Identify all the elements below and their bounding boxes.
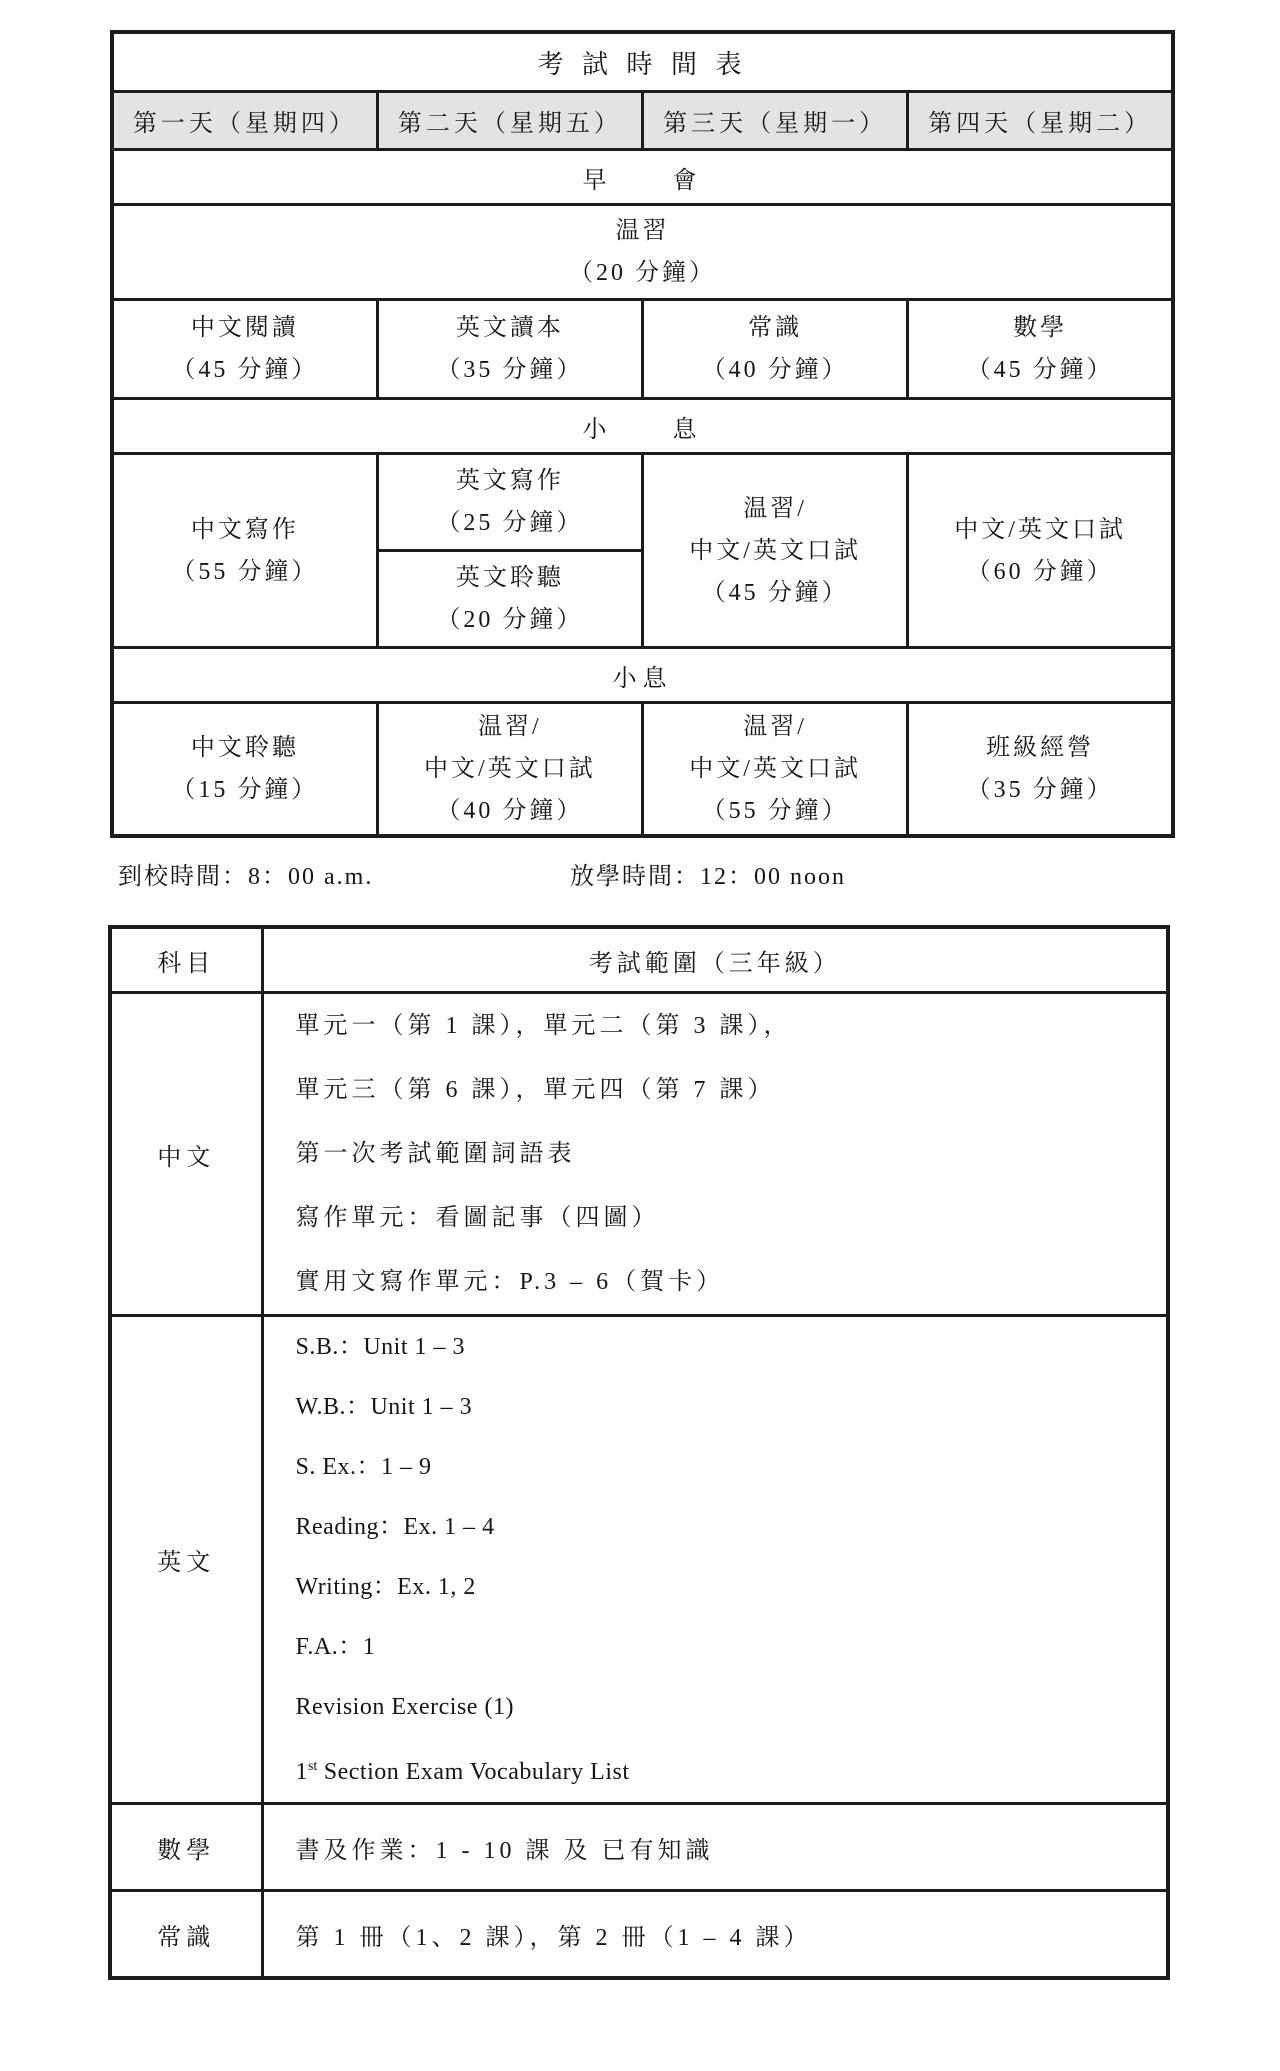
exam-duration: （45 分鐘）	[171, 357, 319, 383]
exam-name: 中文/英文口試	[954, 516, 1126, 543]
scope-line: 單元三（第 6 課），單元四（第 7 課）	[295, 1077, 776, 1103]
exam-duration: （45 分鐘）	[966, 357, 1114, 383]
exam-name: 温習/	[743, 714, 807, 740]
exam-cell-revision-oral	[643, 454, 908, 648]
exam-name: 數學	[1013, 315, 1068, 341]
exam-duration: （15 分鐘）	[171, 777, 319, 803]
exam-name: 中文寫作	[190, 516, 299, 543]
exam-cell-oral	[908, 454, 1173, 648]
exam-name: 英文寫作	[455, 468, 564, 494]
math-scope-content: 書及作業：1 - 10 課 及 已有知識	[262, 1804, 1168, 1891]
exam-duration: （40 分鐘）	[436, 798, 584, 824]
activity-duration: （20 分鐘）	[569, 260, 716, 286]
subject-column-header: 科目	[110, 927, 262, 993]
exam-cell-general-studies	[643, 300, 908, 399]
activity-name: 温習	[615, 218, 670, 244]
exam-duration: （35 分鐘）	[436, 357, 584, 383]
exam-cell-revision-oral-3	[643, 703, 908, 837]
scope-line: 寫作單元：看圖記事（四圖）	[295, 1205, 660, 1231]
morning-assembly-cell: 早 會	[112, 150, 1173, 205]
exam-duration: （20 分鐘）	[436, 607, 584, 633]
recess-cell-2: 小息	[112, 648, 1173, 703]
day-2-header: 第二天（星期五）	[377, 92, 642, 150]
vocab-ordinal: st	[308, 1759, 318, 1774]
general-studies-scope-content: 第 1 冊（1、2 課），第 2 冊（1 – 4 課）	[262, 1891, 1168, 1979]
subject-label-math: 數學	[110, 1804, 262, 1891]
exam-duration: （55 分鐘）	[171, 558, 319, 585]
scope-line: 單元一（第 1 課），單元二（第 3 課），	[295, 1013, 792, 1039]
exam-name: 温習/	[743, 495, 807, 522]
exam-name: 班級經營	[986, 735, 1095, 761]
exam-scope-table	[108, 925, 1170, 1980]
exam-duration: （40 分鐘）	[701, 357, 849, 383]
exam-cell-revision-oral-2	[377, 703, 642, 837]
dismissal-time: 放學時間：12：00 noon	[570, 864, 846, 890]
scope-line: F.A.：1	[295, 1634, 376, 1660]
timetable-title: 考 試 時 間 表	[112, 32, 1173, 92]
exam-name: 中文/英文口試	[424, 756, 596, 782]
exam-cell-chinese-reading	[112, 300, 377, 399]
exam-name: 英文聆聽	[455, 565, 564, 591]
exam-duration: （60 分鐘）	[966, 558, 1114, 585]
vocab-number: 1	[295, 1759, 308, 1785]
exam-cell-english-reader	[377, 300, 642, 399]
subject-label-english: 英文	[110, 1316, 262, 1804]
exam-timetable-table	[110, 30, 1175, 838]
vocab-text: Section Exam Vocabulary List	[317, 1759, 630, 1785]
exam-name: 温習/	[478, 714, 542, 740]
exam-name: 中文/英文口試	[689, 756, 861, 782]
scope-line: W.B.：Unit 1 – 3	[295, 1394, 473, 1420]
scope-line-vocab	[296, 1737, 1167, 1802]
scope-line: Revision Exercise (1)	[295, 1694, 514, 1720]
exam-cell-chinese-writing	[112, 454, 377, 648]
subject-label-chinese: 中文	[110, 993, 262, 1316]
exam-cell-math	[908, 300, 1173, 399]
scope-line: 第一次考試範圍詞語表	[295, 1141, 576, 1167]
recess-cell-1: 小 息	[112, 399, 1173, 454]
exam-name: 常識	[748, 315, 803, 341]
english-scope-content	[262, 1316, 1168, 1804]
exam-cell-class-management	[908, 703, 1173, 837]
exam-name: 中文/英文口試	[689, 537, 861, 564]
exam-duration: （25 分鐘）	[436, 510, 584, 536]
revision-cell	[112, 205, 1173, 300]
exam-name: 中文閱讀	[190, 315, 299, 341]
exam-cell-chinese-listening	[112, 703, 377, 837]
scope-line: Reading：Ex. 1 – 4	[295, 1514, 495, 1540]
day-1-header: 第一天（星期四）	[112, 92, 377, 150]
exam-name: 中文聆聽	[190, 735, 299, 761]
exam-cell-english-writing	[377, 454, 642, 551]
arrival-time: 到校時間：8：00 a.m.	[118, 864, 374, 890]
exam-cell-english-listening	[377, 551, 642, 648]
exam-name: 英文讀本	[455, 315, 564, 341]
scope-line: S. Ex.：1 – 9	[295, 1454, 432, 1480]
scope-line: S.B.：Unit 1 – 3	[295, 1334, 466, 1360]
exam-duration: （35 分鐘）	[966, 777, 1114, 803]
exam-duration: （45 分鐘）	[701, 579, 849, 606]
scope-line: 實用文寫作單元：P.3 – 6（賀卡）	[295, 1269, 725, 1295]
day-3-header: 第三天（星期一）	[643, 92, 908, 150]
scope-column-header: 考試範圍（三年級）	[262, 927, 1168, 993]
subject-label-general-studies: 常識	[110, 1891, 262, 1979]
scope-line: Writing：Ex. 1, 2	[295, 1574, 476, 1600]
day-4-header: 第四天（星期二）	[908, 92, 1173, 150]
exam-duration: （55 分鐘）	[701, 798, 849, 824]
chinese-scope-content	[262, 993, 1168, 1316]
school-times-line	[0, 856, 1280, 890]
